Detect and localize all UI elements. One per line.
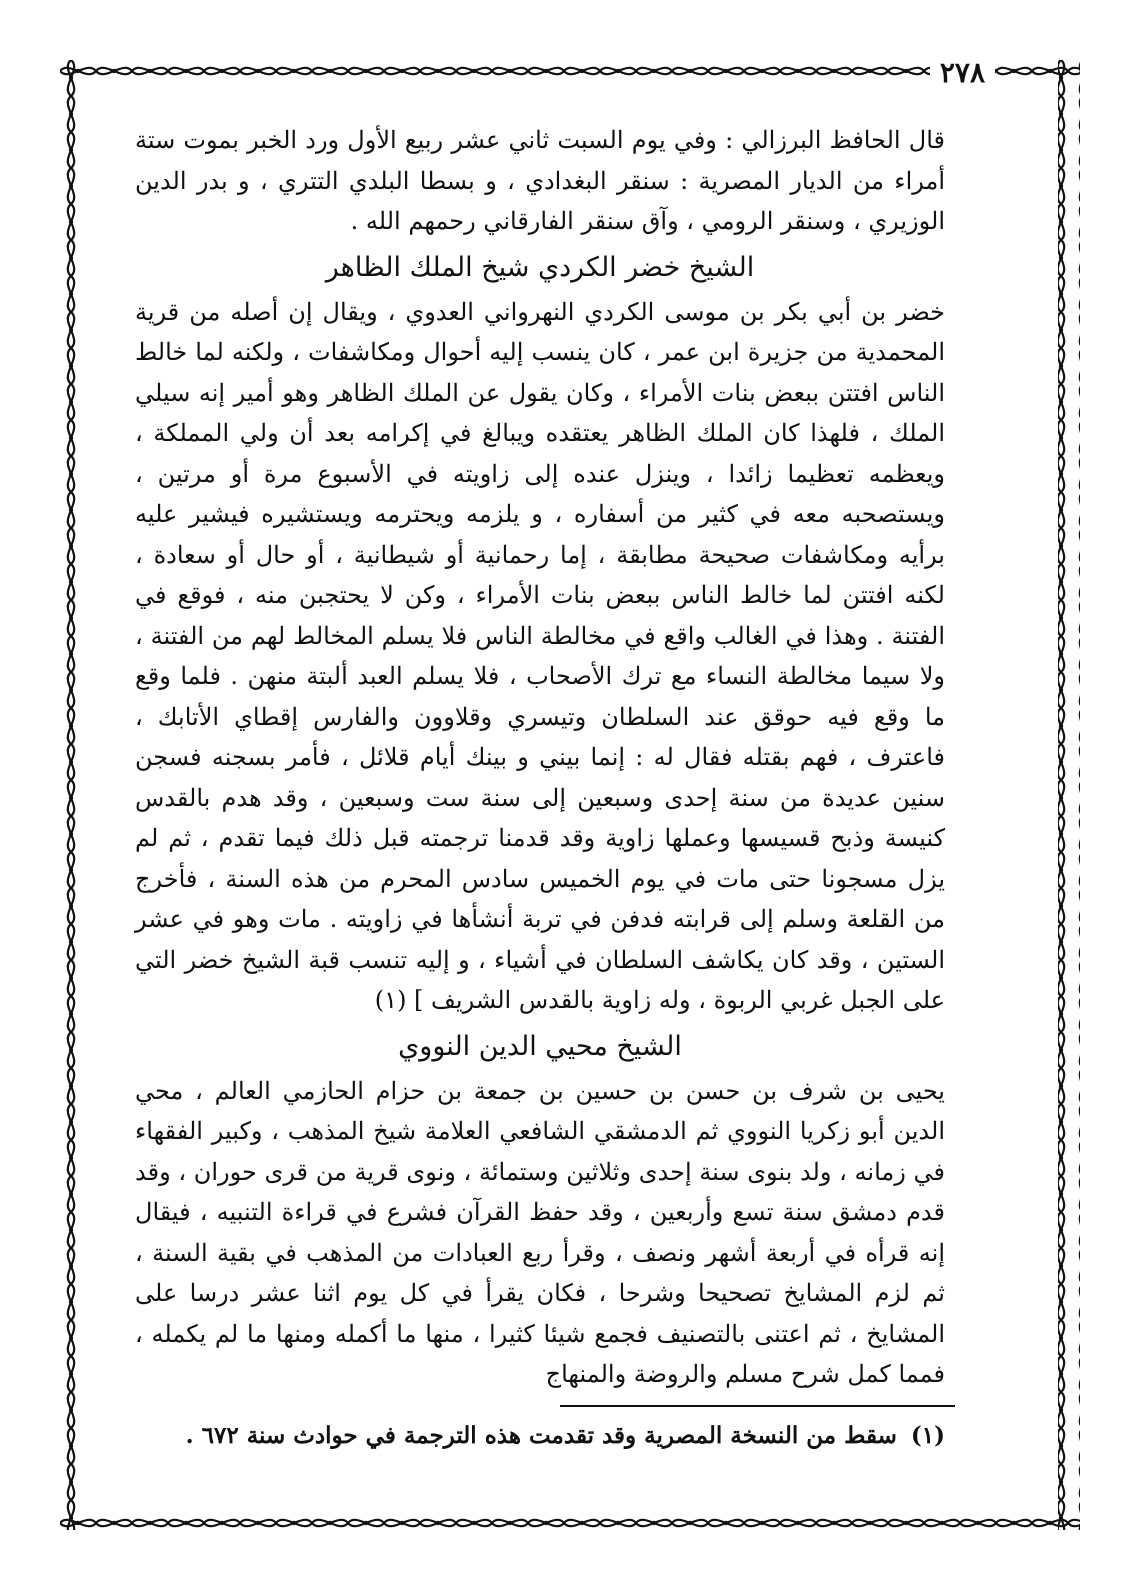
footnote-divider bbox=[560, 1405, 955, 1407]
section-body-nawawi: يحيى بن شرف بن حسن بن حسين بن جمعة بن حزام الحازمي العالم ، محي الدين أبو زكريا النووي ثم الدمشقي الشافعي العلامة شيخ المذهب ، وكبير الفقهاء في زمانه ، ولد بنوى سنة إحدى وثلاثين وستمائة ، ونوى قرية من قرى حوران ، وقد قدم دمشق سنة تسع وأربعين ، وقد حفظ القرآن فشرع في قراءة التنبيه ، فيقال إنه قرأه في أربعة أشهر ونصف ، وقرأ ربع العبادات من المذهب في بقية السنة ، ثم لزم المشايخ تصحيحا وشرحا ، فكان يقرأ في كل يوم اثنا عشر درسا على المشايخ ، ثم اعتنى بالتصنيف فجمع شيئا كثيرا ، منها ما أكمله ومنها ما لم يكمله ، فمما كمل شرح مسلم والروضة والمنهاج bbox=[135, 1076, 945, 1388]
section-heading-nawawi: الشيخ محيي الدين النووي bbox=[398, 1030, 682, 1062]
main-text bbox=[135, 120, 945, 1395]
intro-paragraph: قال الحافظ البرزالي : وفي يوم السبت ثاني عشر ربيع الأول ورد الخبر بموت ستة أمراء من الديار المصرية : سنقر البغدادي ، و بسطا البلدي التتري ، و بدر الدين الوزيري ، وسنقر الرومي ، وآق سنقر الفارقاني رحمهم الله . bbox=[135, 126, 945, 235]
page-number: ٢٧٨ bbox=[930, 56, 995, 89]
section-body-khidr: خضر بن أبي بكر بن موسى الكردي النهرواني العدوي ، ويقال إن أصله من قرية المحمدية من جزيرة ابن عمر ، كان ينسب إليه أحوال ومكاشفات ، ولكنه لما خالط الناس افتتن ببعض بنات الأمراء ، وكان يقول عن الملك الظاهر وهو أمير إنه سيلي الملك ، فلهذا كان الملك الظاهر يعتقده ويبالغ في إكرامه بعد أن ولي المملكة ، ويعظمه تعظيما زائدا ، وينزل عنده إلى زاويته في الأسبوع مرة أو مرتين ، ويستصحبه معه في كثير من أسفاره ، و يلزمه ويحترمه ويستشيره فيشير عليه برأيه ومكاشفات صحيحة مطابقة ، إما رحمانية أو شيطانية ، أو حال أو سعادة ، لكنه افتتن لما خالط الناس ببعض بنات الأمراء ، وكن لا يحتجبن منه ، فوقع في الفتنة . وهذا في الغالب واقع في مخالطة الناس فلا يسلم المخالط لهم من الفتنة ، ولا سيما مخالطة النساء مع ترك الأصحاب ، فلا يسلم العبد ألبتة منهن . فلما وقع ما وقع فيه حوقق عند السلطان وتيسري وقلاوون والفارس إقطاي الأتابك ، فاعترف ، فهم بقتله فقال له : إنما بيني و بينك أيام قلائل ، فأمر بسجنه فسجن سنين عديدة من سنة إحدى وسبعين إلى سنة ست وسبعين ، وقد هدم بالقدس كنيسة وذبح قسيسها وعملها زاوية وقد قدمنا ترجمته قبل ذلك فيما تقدم ، ثم لم يزل مسجونا حتى مات في يوم الخميس سادس المحرم من هذه السنة ، فأخرج من القلعة وسلم إلى قرابته فدفن في تربة أنشأها في زاويته . مات وهو في عشر الستين ، وقد كان يكاشف السلطان في أشياء ، و إليه تنسب قبة الشيخ خضر التي على الجبل غربي الربوة ، وله زاوية بالقدس الشريف ] (١) bbox=[135, 297, 945, 1014]
footnote-marker: (١) bbox=[910, 1422, 945, 1449]
footnote-text: سقط من النسخة المصرية وقد تقدمت هذه الترجمة في حوادث سنة ٦٧٢ . bbox=[185, 1422, 897, 1449]
section-heading-khidr: الشيخ خضر الكردي شيخ الملك الظاهر bbox=[325, 251, 755, 283]
footnote bbox=[135, 1418, 945, 1454]
